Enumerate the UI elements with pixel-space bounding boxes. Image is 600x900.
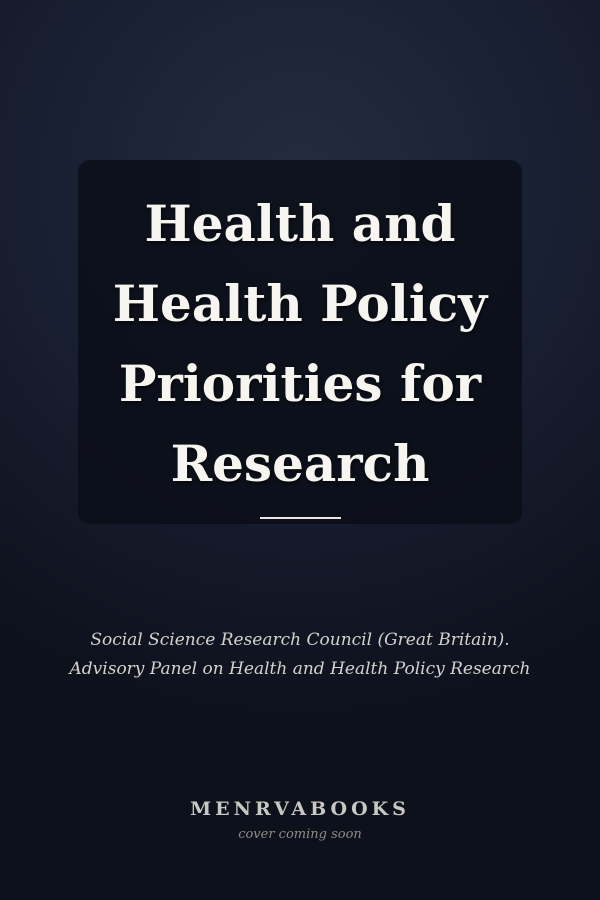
title-divider — [260, 517, 341, 519]
book-author-line: Social Science Research Council (Great Britain). — [90, 630, 510, 650]
publisher-name: MENRVABOOKS — [190, 798, 410, 820]
cover-tagline: cover coming soon — [238, 827, 362, 842]
book-title-line: Health Policy — [112, 274, 488, 333]
book-author-line: Advisory Panel on Health and Health Policy Research — [69, 659, 531, 679]
book-title-line: Priorities for — [118, 354, 482, 413]
book-title-line: Research — [170, 434, 430, 493]
book-title — [78, 184, 522, 504]
book-author — [0, 626, 600, 684]
title-panel — [78, 160, 522, 524]
book-title-line: Health and — [144, 194, 456, 253]
